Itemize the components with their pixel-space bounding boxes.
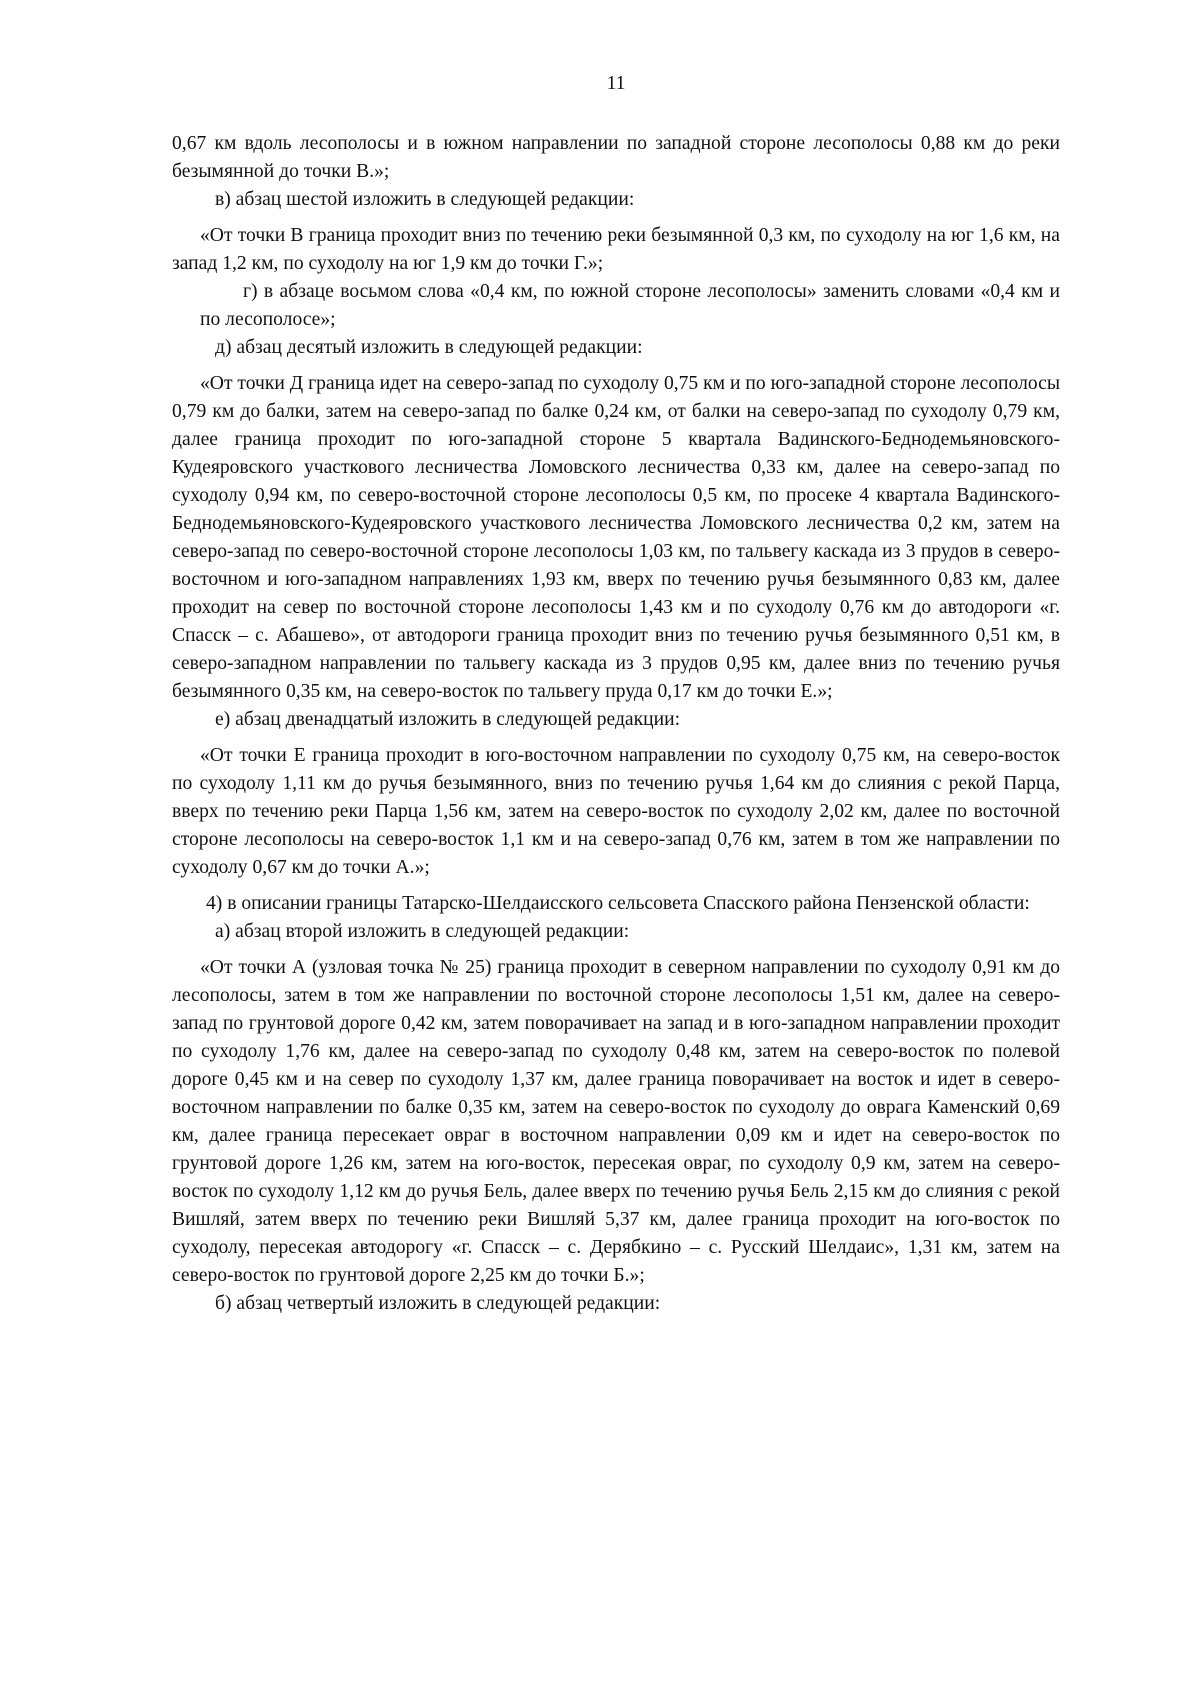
paragraph-item-g: г) в абзаце восьмом слова «0,4 км, по южной стороне лесополосы» заменить словами «0,4 км и по лесополосе»; — [200, 281, 1060, 330]
paragraph-item-d: д) абзац десятый изложить в следующей редакции: — [215, 337, 643, 358]
page-number: 11 — [606, 73, 626, 94]
paragraph-item-a: а) абзац второй изложить в следующей редакции: — [215, 921, 630, 942]
paragraph-item-v: в) абзац шестой изложить в следующей редакции: — [215, 189, 635, 210]
paragraph-quote-e: «От точки Е граница проходит в юго-восточном направлении по суходолу 0,75 км, на северо-восток по суходолу 1,11 км до ручья безымянного, вниз по течению ручья 1,64 км до слияния с рекой Парца, вверх по течению реки Парца 1,56 км, затем на северо-восток по суходолу 2,02 км, далее по восточной стороне лесополосы на северо-восток 1,1 км и на северо-запад 0,76 км, затем в том же направлении по суходолу 0,67 км до точки А.»; — [172, 745, 1060, 878]
paragraph-item-b: б) абзац четвертый изложить в следующей редакции: — [215, 1293, 661, 1314]
paragraph-continuation: 0,67 км вдоль лесополосы и в южном направлении по западной стороне лесополосы 0,88 км до реки безымянной до точки В.»; — [172, 133, 1060, 182]
paragraph-quote-d: «От точки Д граница идет на северо-запад по суходолу 0,75 км и по юго-западной стороне лесополосы 0,79 км до балки, затем на северо-запад по балке 0,24 км, от балки на северо-запад по суходолу 0,79 км, далее граница проходит по юго-западной стороне 5 квартала Вадинского-Беднодемьяновского-Кудеяровского участкового лесничества Ломовского лесничества 0,33 км, далее на северо-запад по суходолу 0,94 км, по северо-восточной стороне лесополосы 0,5 км, по просеке 4 квартала Вадинского-Беднодемьяновского-Кудеяровского участкового лесничества Ломовского лесничества 0,2 км, затем на северо-запад по северо-восточной стороне лесополосы 1,03 км, по тальвегу каскада из 3 прудов в северо-восточном и юго-западном направлениях 1,93 км, вверх по течению ручья безымянного 0,83 км, далее проходит на север по восточной стороне лесополосы 1,43 км и по суходолу 0,76 км до автодороги «г. Спасск – с. Абашево», от автодороги граница проходит вниз по течению ручья безымянного 0,51 км, в северо-западном направлении по тальвегу каскада из 3 прудов 0,95 км, далее вниз по течению ручья безымянного 0,35 км, на северо-восток по тальвегу пруда 0,17 км до точки Е.»; — [172, 373, 1060, 702]
paragraph-point-4: 4) в описании границы Татарско-Шелдаисского сельсовета Спасского района Пензенской области: — [206, 893, 1030, 914]
paragraph-quote-v: «От точки В граница проходит вниз по течению реки безымянной 0,3 км, по суходолу на юг 1,6 км, на запад 1,2 км, по суходолу на юг 1,9 км до точки Г.»; — [172, 225, 1060, 274]
paragraph-item-e: е) абзац двенадцатый изложить в следующей редакции: — [215, 709, 681, 730]
paragraph-quote-a: «От точки А (узловая точка № 25) граница проходит в северном направлении по суходолу 0,91 км до лесополосы, затем в том же направлении по восточной стороне лесополосы 1,51 км, далее на северо-запад по грунтовой дороге 0,42 км, затем поворачивает на запад и в юго-западном направлении проходит по суходолу 1,76 км, далее на северо-запад по суходолу 0,48 км, затем на северо-восток по полевой дороге 0,45 км и на север по суходолу 1,37 км, далее граница поворачивает на восток и идет в северо-восточном направлении по балке 0,35 км, затем на северо-восток по суходолу до оврага Каменский 0,69 км, далее граница пересекает овраг в восточном направлении 0,09 км и идет на северо-восток по грунтовой дороге 1,26 км, затем на юго-восток, пересекая овраг, по суходолу 0,9 км, затем на северо-восток по суходолу 1,12 км до ручья Бель, далее вверх по течению ручья Бель 2,15 км до слияния с рекой Вишляй, затем вверх по течению реки Вишляй 5,37 км, далее граница проходит на юго-восток по суходолу, пересекая автодорогу «г. Спасск – с. Дерябкино – с. Русский Шелдаис», 1,31 км, затем на северо-восток по грунтовой дороге 2,25 км до точки Б.»; — [172, 957, 1060, 1286]
